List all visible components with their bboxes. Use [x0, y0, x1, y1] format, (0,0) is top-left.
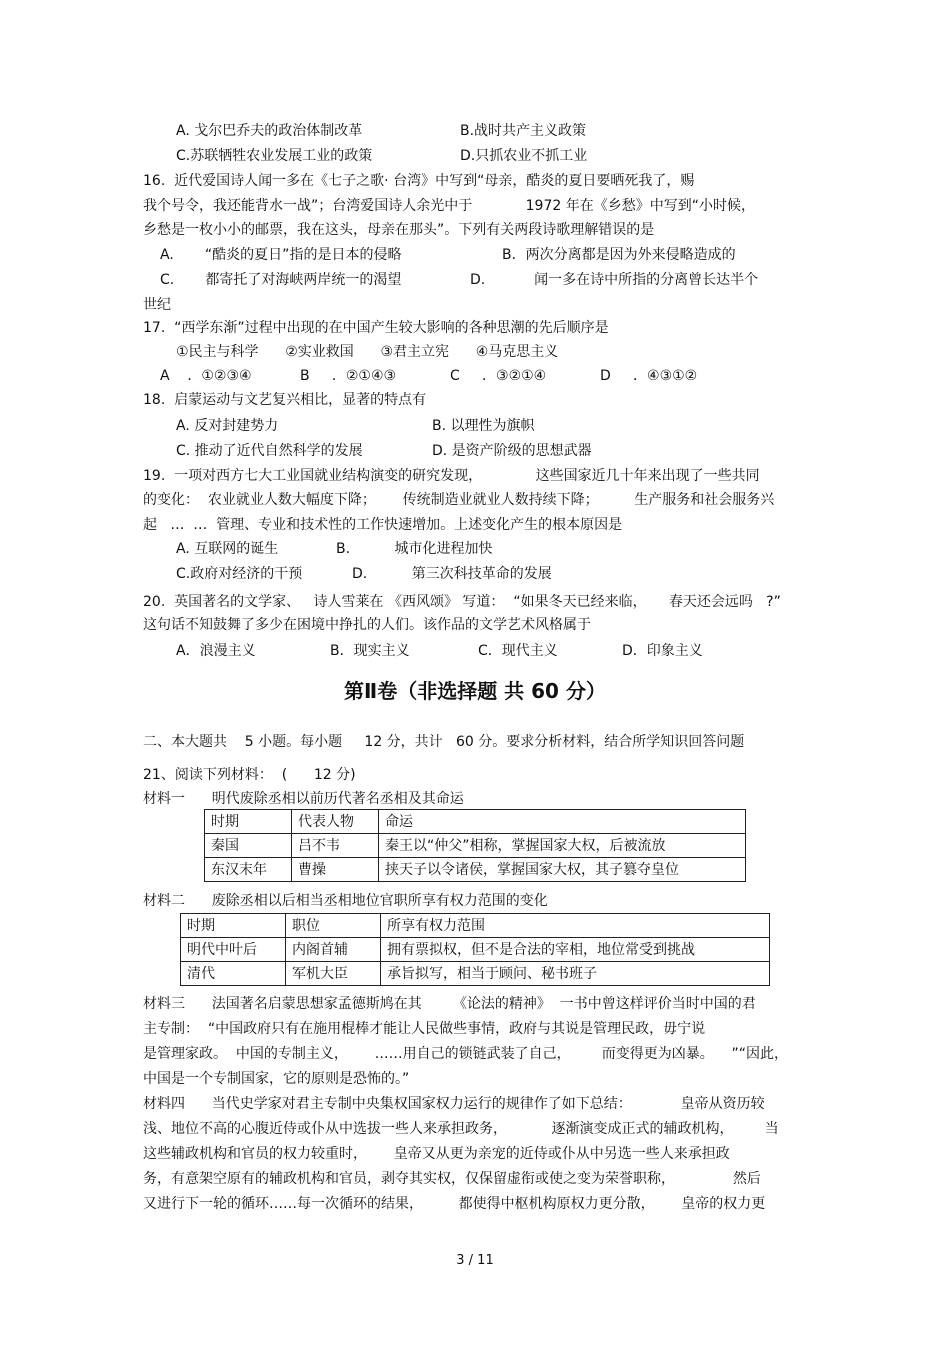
q16-option-d-continued: 世纪: [143, 297, 171, 313]
q17-option-d: D ．④③①②: [600, 368, 698, 384]
table-header-cell: 时期: [205, 810, 292, 834]
table-row: [205, 834, 746, 858]
q20-option-d: D．印象主义: [622, 643, 703, 659]
table-row: [181, 962, 770, 986]
q17-option-c: C ．③②①④: [450, 368, 547, 384]
table-row: [181, 914, 770, 938]
material-2-table: [180, 913, 770, 986]
material-3-line1: 材料三 法国著名启蒙思想家孟德斯鸠在其 《论法的精神》 一书中曾这样评价当时中国的君: [143, 996, 756, 1012]
table-row: [205, 810, 746, 834]
table-header-cell: 命运: [379, 810, 746, 834]
q20-option-c: C．现代主义: [478, 643, 558, 659]
q17-items: ①民主与科学 ②实业救国 ③君主立宪 ④马克思主义: [176, 344, 559, 360]
table-cell: 挟天子以令诸侯，掌握国家大权，其子篡夺皇位: [379, 858, 746, 882]
q15-option-b: B.战时共产主义政策: [460, 123, 587, 139]
table-header-cell: 职位: [286, 914, 381, 938]
q19-option-b: B. 城市化进程加快: [336, 541, 493, 557]
material-3-line4: 中国是一个专制国家，它的原则是恐怖的。”: [143, 1071, 410, 1087]
material-1-label: 材料一 明代废除丞相以前历代著名丞相及其命运: [143, 791, 464, 807]
q19-option-a: A. 互联网的诞生: [176, 541, 279, 557]
material-4-line3: 这些辅政机构和官员的权力较重时， 皇帝又从更为亲宠的近侍或仆从中另选一些人来承担政: [143, 1146, 730, 1162]
table-header-cell: 所享有权力范围: [381, 914, 770, 938]
table-cell: 东汉末年: [205, 858, 292, 882]
q20-option-a: A．浪漫主义: [176, 643, 256, 659]
q18-option-d: D. 是资产阶级的思想武器: [432, 443, 592, 459]
q16-option-b: B．两次分离都是因为外来侵略造成的: [502, 247, 736, 263]
material-4-line1: 材料四 当代史学家对君主专制中央集权国家权力运行的规律作了如下总结： 皇帝从资历较: [143, 1096, 765, 1112]
material-2-label: 材料二 废除丞相以后相当丞相地位官职所享有权力范围的变化: [143, 893, 548, 909]
section-2-instructions: 二、本大题共 5 小题。每小题 12 分，共计 60 分。要求分析材料，结合所学知识回答问题: [143, 734, 745, 750]
q16-option-c: C. 都寄托了对海峡两岸统一的渴望: [160, 272, 402, 288]
material-3-line2: 主专制： “中国政府只有在施用棍棒才能让人民做些事情，政府与其说是管理民政，毋宁说: [143, 1021, 706, 1037]
q19-option-d: D. 第三次科技革命的发展: [352, 566, 552, 582]
q15-option-a: A. 戈尔巴乔夫的政治体制改革: [176, 123, 363, 139]
table-cell: 承旨拟写，相当于顾问、秘书班子: [381, 962, 770, 986]
table-row: [181, 938, 770, 962]
table-cell: 明代中叶后: [181, 938, 286, 962]
q16-stem-line2: 我个号令，我还能背水一战”；台湾爱国诗人余光中于 1972 年在《乡愁》中写到“小时候，: [143, 198, 755, 214]
q16-option-d: D. 闻一多在诗中所指的分离曾长达半个: [470, 272, 759, 288]
q19-stem-line1: 19. 一项对西方七大工业国就业结构演变的研究发现， 这些国家近几十年来出现了一些共同: [143, 468, 760, 484]
section-2-title: 第Ⅱ卷（非选择题 共 60 分）: [344, 679, 606, 703]
q20-stem-line1: 20. 英国著名的文学家、 诗人雪莱在 《西风颂》 写道： “如果冬天已经来临， 春天还会远吗 ?”: [143, 594, 781, 610]
q18-option-a: A. 反对封建势力: [176, 418, 279, 434]
q19-option-c: C.政府对经济的干预: [176, 566, 303, 582]
q19-stem-line2: 的变化： 农业就业人数大幅度下降； 传统制造业就业人数持续下降； 生产服务和社会服务兴: [143, 492, 775, 508]
q18-stem: 18. 启蒙运动与文艺复兴相比，显著的特点有: [143, 392, 427, 408]
table-cell: 吕不韦: [292, 834, 379, 858]
q15-option-c: C.苏联牺牲农业发展工业的政策: [176, 148, 373, 164]
table-cell: 军机大臣: [286, 962, 381, 986]
q16-stem-line3: 乡愁是一枚小小的邮票，我在这头，母亲在那头”。下列有关两段诗歌理解错误的是: [143, 222, 655, 238]
material-4-line5: 又进行下一轮的循环……每一次循环的结果， 都使得中枢机构原权力更分散， 皇帝的权力更: [143, 1196, 766, 1212]
table-cell: 秦王以“仲父”相称，掌握国家大权，后被流放: [379, 834, 746, 858]
q20-stem-line2: 这句话不知鼓舞了多少在困境中挣扎的人们。该作品的文学艺术风格属于: [143, 617, 591, 633]
table-cell: 内阁首辅: [286, 938, 381, 962]
table-cell: 秦国: [205, 834, 292, 858]
q17-option-b: B ．②①④③: [300, 368, 397, 384]
table-cell: 拥有票拟权，但不是合法的宰相，地位常受到挑战: [381, 938, 770, 962]
table-header-cell: 代表人物: [292, 810, 379, 834]
q16-option-a: A. “酷炎的夏日”指的是日本的侵略: [160, 247, 402, 263]
material-4-line2: 浅、地位不高的心腹近侍或仆从中选拔一些人来承担政务， 逐渐演变成正式的辅政机构， 当: [143, 1121, 779, 1137]
material-4-line4: 务，有意架空原有的辅政机构和官员，剥夺其实权，仅保留虚衔或使之变为荣誉职称， 然后: [143, 1171, 761, 1187]
material-3-line3: 是管理家政。 中国的专制主义， ……用自己的锁链武装了自己， 而变得更为凶暴。 ”“因此，: [143, 1046, 789, 1062]
table-header-cell: 时期: [181, 914, 286, 938]
q17-stem: 17. “西学东渐”过程中出现的在中国产生较大影响的各种思潮的先后顺序是: [143, 320, 609, 336]
q16-stem-line1: 16. 近代爱国诗人闻一多在《七子之歌· 台湾》中写到“母亲，酷炎的夏日要晒死我了，赐: [143, 173, 695, 189]
table-cell: 清代: [181, 962, 286, 986]
material-1-table: [204, 809, 746, 882]
q18-option-c: C. 推动了近代自然科学的发展: [176, 443, 363, 459]
table-row: [205, 858, 746, 882]
q20-option-b: B．现实主义: [330, 643, 410, 659]
q19-stem-line3: 起 … … 管理、专业和技术性的工作快速增加。上述变化产生的根本原因是: [143, 517, 623, 533]
q21-stem: 21、阅读下列材料： ( 12 分): [143, 767, 356, 783]
q15-option-d: D.只抓农业不抓工业: [460, 148, 588, 164]
q17-option-a: A ．①②③④: [160, 368, 252, 384]
q18-option-b: B. 以理性为旗帜: [432, 418, 535, 434]
page-number: 3 / 11: [456, 1253, 494, 1268]
table-cell: 曹操: [292, 858, 379, 882]
